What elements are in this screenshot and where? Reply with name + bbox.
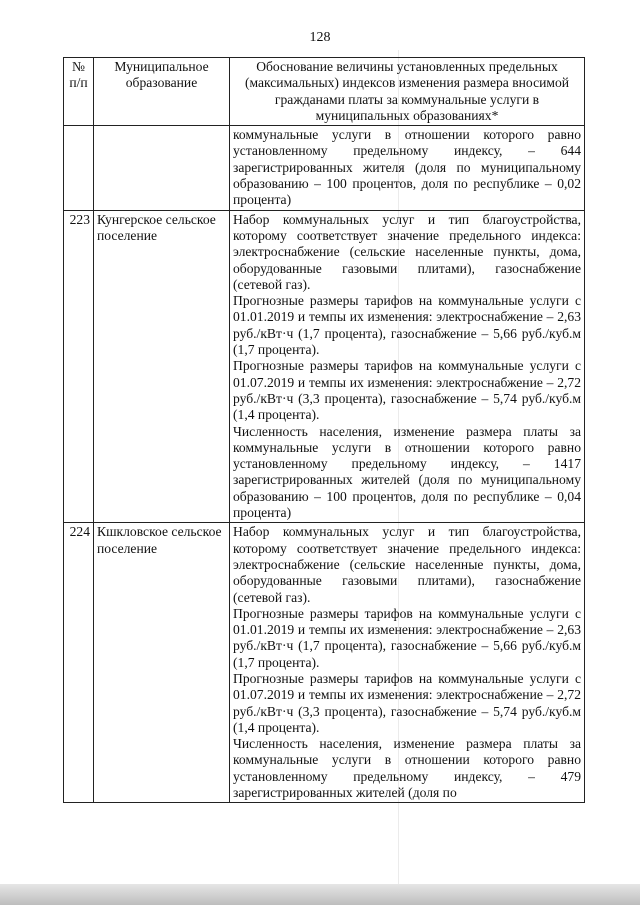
table-row (64, 126, 585, 210)
page-number: 128 (309, 30, 331, 45)
row-num: 224 (64, 523, 94, 803)
row-justification (230, 210, 585, 523)
justification-paragraph: Прогнозные размеры тарифов на коммунальные услуги с 01.01.2019 и темпы их изменения: электроснабжение – 2,63 руб./кВт·ч (1,7 процента), газоснабжение – 5,66 руб./куб.м (1,7 процента). (233, 293, 581, 358)
justification-paragraph: Прогнозные размеры тарифов на коммунальные услуги с 01.07.2019 и темпы их изменения: электроснабжение – 2,72 руб./кВт·ч (3,3 процента), газоснабжение – 5,74 руб./куб.м (1,4 процента). (233, 670, 581, 735)
justification-paragraph: Численность населения, изменение размера платы за коммунальные услуги в отношении которого равно установленному предельному индексу, – 1417 зарегистрированных жителей (доля по муниципальному образованию – 100 процентов, доля по республике – 0,04 процента) (233, 423, 581, 521)
justification-paragraph: Прогнозные размеры тарифов на коммунальные услуги с 01.01.2019 и темпы их изменения: электроснабжение – 2,63 руб./кВт·ч (1,7 процента), газоснабжение – 5,66 руб./куб.м (1,7 процента). (233, 605, 581, 670)
row-num: 223 (64, 210, 94, 523)
table-row (64, 210, 585, 523)
tariff-justification-table (63, 57, 585, 803)
justification-paragraph: коммунальные услуги в отношении которого равно установленному предельному индексу, – 644 зарегистрированных жителя (доля по муниципальному образованию – 100 процентов, доля по республике – 0,02 процента) (233, 127, 581, 208)
scan-bottom-edge (0, 884, 640, 905)
justification-paragraph: Набор коммунальных услуг и тип благоустройства, которому соответствует значение предельного индекса: электроснабжение (сельские населенные пункты, дома, оборудованные газовыми плитами), газоснабжение (сетевой газ). (233, 211, 581, 292)
header-justification: Обоснование величины установленных предельных (максимальных) индексов изменения размера вносимой гражданами платы за коммунальные услуги в муниципальных образованиях* (230, 58, 585, 126)
header-num: № п/п (64, 58, 94, 126)
row-num (64, 126, 94, 210)
row-justification (230, 126, 585, 210)
table-row (64, 523, 585, 803)
row-municipality: Кшкловское сельское поселение (94, 523, 230, 803)
justification-paragraph: Набор коммунальных услуг и тип благоустройства, которому соответствует значение предельного индекса: электроснабжение (сельские населенные пункты, дома, оборудованные газовыми плитами), газоснабжение (сетевой газ). (233, 524, 581, 605)
header-municipality: Муниципальное образование (94, 58, 230, 126)
justification-paragraph: Прогнозные размеры тарифов на коммунальные услуги с 01.07.2019 и темпы их изменения: электроснабжение – 2,72 руб./кВт·ч (3,3 процента), газоснабжение – 5,74 руб./куб.м (1,4 процента). (233, 358, 581, 423)
row-justification (230, 523, 585, 803)
row-municipality: Кунгерское сельское поселение (94, 210, 230, 523)
row-municipality (94, 126, 230, 210)
justification-paragraph: Численность населения, изменение размера платы за коммунальные услуги в отношении которого равно установленному предельному индексу, – 479 зарегистрированных жителей (доля по (233, 736, 581, 801)
table-header-row (64, 58, 585, 126)
